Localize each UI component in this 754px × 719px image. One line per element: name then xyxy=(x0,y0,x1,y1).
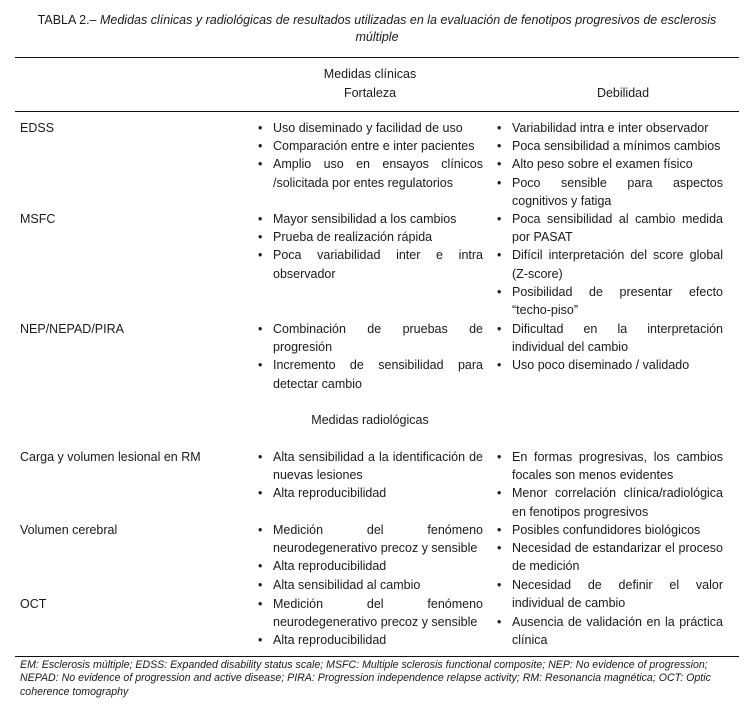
list-item: • Alta reproducibilidad xyxy=(258,633,387,648)
list-item: • Posibles confundidores biológicos xyxy=(497,523,701,537)
list-item: • Alta reproducibilidad xyxy=(258,486,387,501)
list-item: • Alta sensibilidad a la identificación de nuevas lesiones xyxy=(258,450,483,483)
bottom-rule xyxy=(15,656,739,657)
list-item: • Medición del fenómeno neurodegenerativo precoz y sensible xyxy=(258,597,483,630)
weaknesses-carga xyxy=(497,448,723,521)
row-label-edss: EDSS xyxy=(20,121,55,135)
row-label-oct: OCT xyxy=(20,597,47,611)
list-item: • Poco sensible para aspectos cognitivos y fatiga xyxy=(497,175,723,208)
strengths-volumen-cerebral xyxy=(258,521,483,594)
top-rule xyxy=(15,57,739,58)
list-item: • Medición del fenómeno neurodegenerativo precoz y sensible xyxy=(258,523,483,556)
row-label-volumen-cerebral: Volumen cerebral xyxy=(20,523,118,537)
table-title xyxy=(20,12,734,46)
list-item: • En formas progresivas, los cambios focales son menos evidentes xyxy=(497,450,723,483)
list-item: • Uso diseminado y facilidad de uso xyxy=(258,121,463,135)
table-caption: Medidas clínicas y radiológicas de resultados utilizadas en la evaluación de fenotipos progresivos de esclerosis múltiple xyxy=(99,13,717,44)
list-item: • Poca variabilidad inter e intra observador xyxy=(258,248,483,281)
weaknesses-nep xyxy=(497,320,723,375)
list-item: • Variabilidad intra e inter observador xyxy=(497,121,709,135)
list-item: • Prueba de realización rápida xyxy=(258,230,433,245)
list-item: • Posibilidad de presentar efecto “techo-piso” xyxy=(497,284,723,318)
list-item: • Comparación entre e inter pacientes xyxy=(258,139,475,154)
table-footnote: EM: Esclerosis múltiple; EDSS: Expanded disability status scale; MSFC: Multiple sclerosis functional composite; NEP: No evidence of progression; NEPAD: No evidence of progression and active disease; PIRA: Progression independence relapse activity; RM: Resonancia magnética; OCT: Optic coherence tomography xyxy=(20,659,711,698)
list-item: • Necesidad de definir el valor individual de cambio xyxy=(497,577,723,610)
list-item: • Alto peso sobre el examen físico xyxy=(497,157,693,172)
list-item: • Alta sensibilidad al cambio xyxy=(258,577,421,592)
list-item: • Uso poco diseminado / validado xyxy=(497,358,690,373)
weaknesses-edss xyxy=(497,119,723,210)
strengths-msfc xyxy=(258,210,483,283)
list-item: • Ausencia de validación en la práctica clínica xyxy=(497,615,723,648)
radiological-measures-header: Medidas radiológicas xyxy=(311,413,429,427)
strength-column-header: Fortaleza xyxy=(343,86,397,100)
strengths-edss xyxy=(258,119,483,192)
list-item: • Poca sensibilidad al cambio medida por PASAT xyxy=(497,212,723,245)
list-item: • Difícil interpretación del score global (Z-score) xyxy=(497,248,723,281)
list-item: • Dificultad en la interpretación individual del cambio xyxy=(497,322,723,355)
list-item: • Amplio uso en ensayos clínicos /solicitada por entes regulatorios xyxy=(258,157,483,190)
weaknesses-volumen-cerebral xyxy=(497,521,723,612)
list-item: • Combinación de pruebas de progresión xyxy=(258,322,483,355)
strengths-carga xyxy=(258,448,483,503)
row-label-carga-volumen: Carga y volumen lesional en RM xyxy=(20,450,201,464)
list-item: • Menor correlación clínica/radiológica en fenotipos progresivos xyxy=(497,486,723,519)
strengths-oct xyxy=(258,595,483,650)
list-item: • Poca sensibilidad a mínimos cambios xyxy=(497,139,721,154)
list-item: • Mayor sensibilidad a los cambios xyxy=(258,212,457,226)
list-item: • Alta reproducibilidad xyxy=(258,559,387,574)
list-item: • Necesidad de estandarizar el proceso de medición xyxy=(497,541,723,574)
strengths-nep xyxy=(258,320,483,393)
header-rule xyxy=(15,111,739,112)
weaknesses-oct xyxy=(497,613,723,649)
row-label-msfc: MSFC xyxy=(20,212,56,226)
weaknesses-msfc xyxy=(497,210,723,319)
row-label-nep-nepad-pira: NEP/NEPAD/PIRA xyxy=(20,322,124,336)
list-item: • Incremento de sensibilidad para detectar cambio xyxy=(258,358,483,391)
table-number: TABLA 2.– xyxy=(37,13,100,27)
clinical-measures-header: Medidas clínicas xyxy=(323,67,417,81)
weakness-column-header: Debilidad xyxy=(596,86,650,100)
